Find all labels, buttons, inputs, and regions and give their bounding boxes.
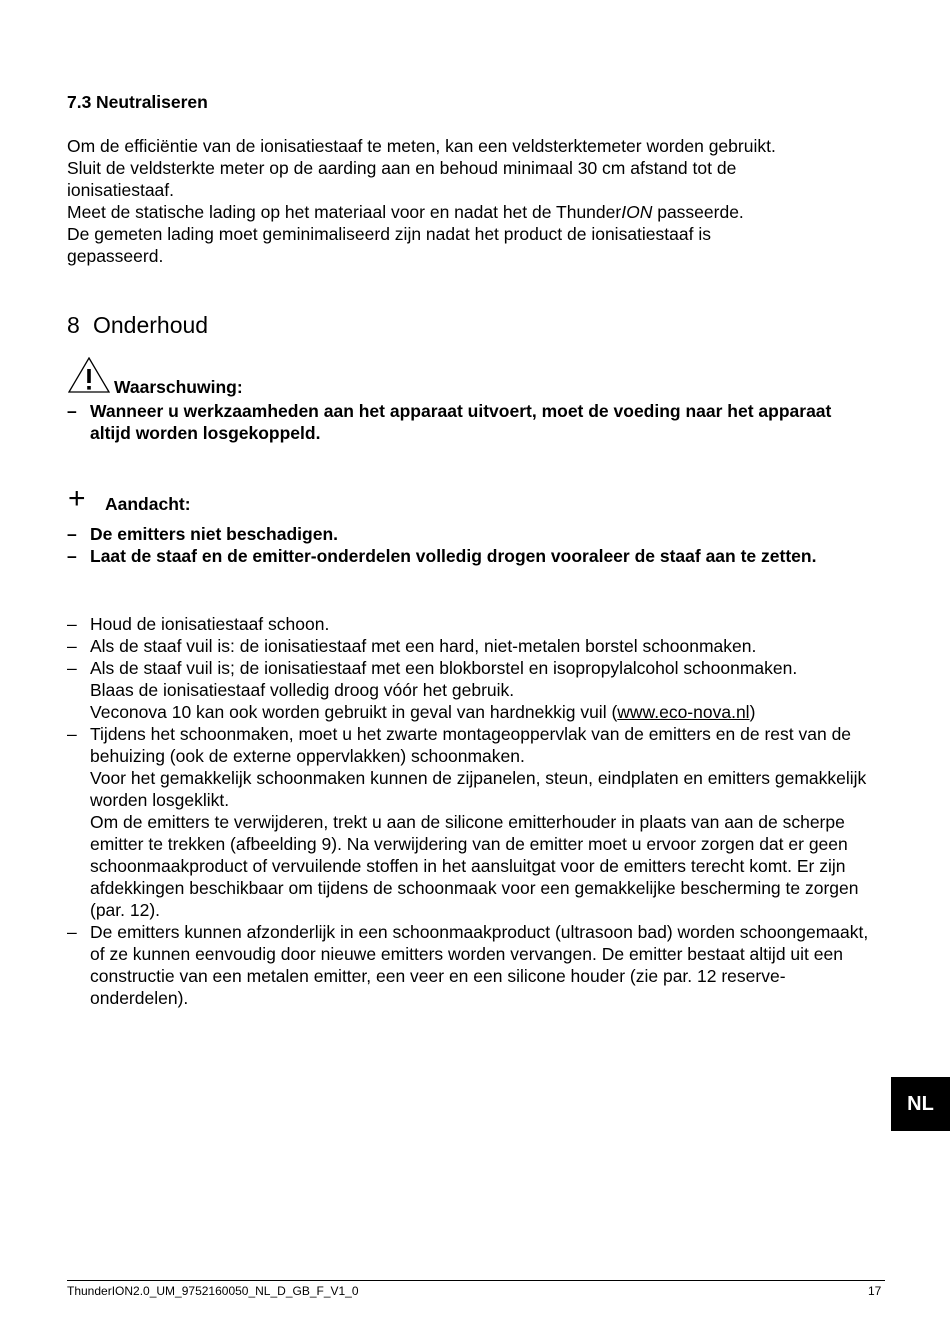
list-item (67, 723, 877, 921)
maintenance-text: Als de staaf vuil is; de ionisatiestaaf met een blokborstel en isopropylalcohol schoonmaken. (90, 658, 798, 678)
text-run: ) (749, 702, 756, 722)
paragraph-line: gepasseerd. (67, 246, 164, 266)
maintenance-text: Blaas de ionisatiestaaf volledig droog vóór het gebruik. (90, 680, 515, 700)
list-item (67, 613, 877, 635)
list-item (67, 400, 877, 444)
section-number: 7.3 (67, 92, 92, 112)
list-item (67, 921, 877, 1009)
section-number: 8 (67, 312, 80, 338)
maintenance-text: De emitters kunnen afzonderlijk in een schoonmaakproduct (ultrasoon bad) worden schoongemaakt, of ze kunnen eenvoudig door nieuwe emitters worden vervangen. De emitter bestaat altijd uit een constructie van een metalen emitter, een veer en een silicone houder (zie par. 12 reserve-onderdelen). (90, 922, 869, 1008)
list-item (67, 635, 877, 657)
text-run: Veconova 10 kan ook worden gebruikt in geval van hardnekkig vuil ( (90, 702, 618, 722)
footer-page-number: 17 (868, 1284, 882, 1298)
maintenance-text: Houd de ionisatiestaaf schoon. (90, 614, 330, 634)
list-item (67, 657, 877, 723)
section-title: Neutraliseren (96, 92, 208, 112)
section-7-3-heading (67, 91, 208, 113)
warning-label: Waarschuwing: (114, 377, 243, 397)
attention-list (67, 523, 877, 567)
maintenance-text: Tijdens het schoonmaken, moet u het zwarte montageoppervlak van de emitters en de rest van de behuizing (ook de externe oppervlakken) schoonmaken. (90, 724, 852, 766)
dash-bullet: – (67, 658, 77, 678)
dash-bullet: – (67, 401, 77, 421)
footer-doc-id: ThunderION2.0_UM_9752160050_NL_D_GB_F_V1_0 (67, 1284, 359, 1298)
dash-bullet: – (67, 524, 77, 544)
warning-list (67, 400, 877, 444)
attention-text: Laat de staaf en de emitter-onderdelen volledig drogen vooraleer de staaf aan te zetten. (90, 546, 817, 566)
maintenance-text: Voor het gemakkelijk schoonmaken kunnen de zijpanelen, steun, eindplaten en emitters gemakkelijk worden losgeklikt. (90, 768, 867, 810)
paragraph-line (67, 201, 887, 223)
product-name-italic: ION (621, 202, 653, 222)
paragraph-line: Sluit de veldsterkte meter op de aarding aan en behoud minimaal 30 cm afstand tot de (67, 158, 737, 178)
paragraph-line: De gemeten lading moet geminimaliseerd zijn nadat het product de ionisatiestaaf is (67, 224, 711, 244)
dash-bullet: – (67, 724, 77, 744)
dash-bullet: – (67, 636, 77, 656)
attention-text: De emitters niet beschadigen. (90, 524, 338, 544)
footer-divider (67, 1280, 885, 1281)
section-7-3-body (67, 135, 887, 267)
list-item (67, 545, 877, 567)
dash-bullet: – (67, 922, 77, 942)
section-8-heading (67, 311, 208, 339)
plus-icon: + (68, 482, 86, 515)
text-run: passeerde. (652, 202, 744, 222)
maintenance-text: Om de emitters te verwijderen, trekt u aan de silicone emitterhouder in plaats van aan de scherpe emitter te trekken (afbeelding 9). Na verwijdering van de emitter moet u ervoor zorgen dat er geen schoonmaakproduct of vervuilende stoffen in het aansluitgat voor de emitters terecht komt. Er zijn afdekkingen beschikbaar om tijdens de schoonmaak voor een gemakkelijke bescherming te zorgen (par. 12). (90, 812, 859, 920)
dash-bullet: – (67, 614, 77, 634)
paragraph-line: Om de efficiëntie van de ionisatiestaaf te meten, kan een veldsterktemeter worden gebruikt. (67, 136, 776, 156)
text-run: Meet de statische lading op het materiaal voor en nadat het de Thunder (67, 202, 622, 222)
eco-nova-link[interactable]: www.eco-nova.nl (617, 702, 750, 722)
warning-triangle-icon (68, 357, 110, 393)
attention-label: Aandacht: (105, 494, 191, 514)
warning-text: Wanneer u werkzaamheden aan het apparaat uitvoert, moet de voeding naar het apparaat altijd worden losgekoppeld. (90, 401, 832, 443)
paragraph-line: ionisatiestaaf. (67, 180, 175, 200)
section-title: Onderhoud (93, 312, 209, 338)
maintenance-list (67, 613, 877, 1009)
language-tab: NL (891, 1077, 950, 1131)
list-item (67, 523, 877, 545)
dash-bullet: – (67, 546, 77, 566)
maintenance-text: Als de staaf vuil is: de ionisatiestaaf met een hard, niet-metalen borstel schoonmaken. (90, 636, 757, 656)
maintenance-text (90, 701, 877, 723)
